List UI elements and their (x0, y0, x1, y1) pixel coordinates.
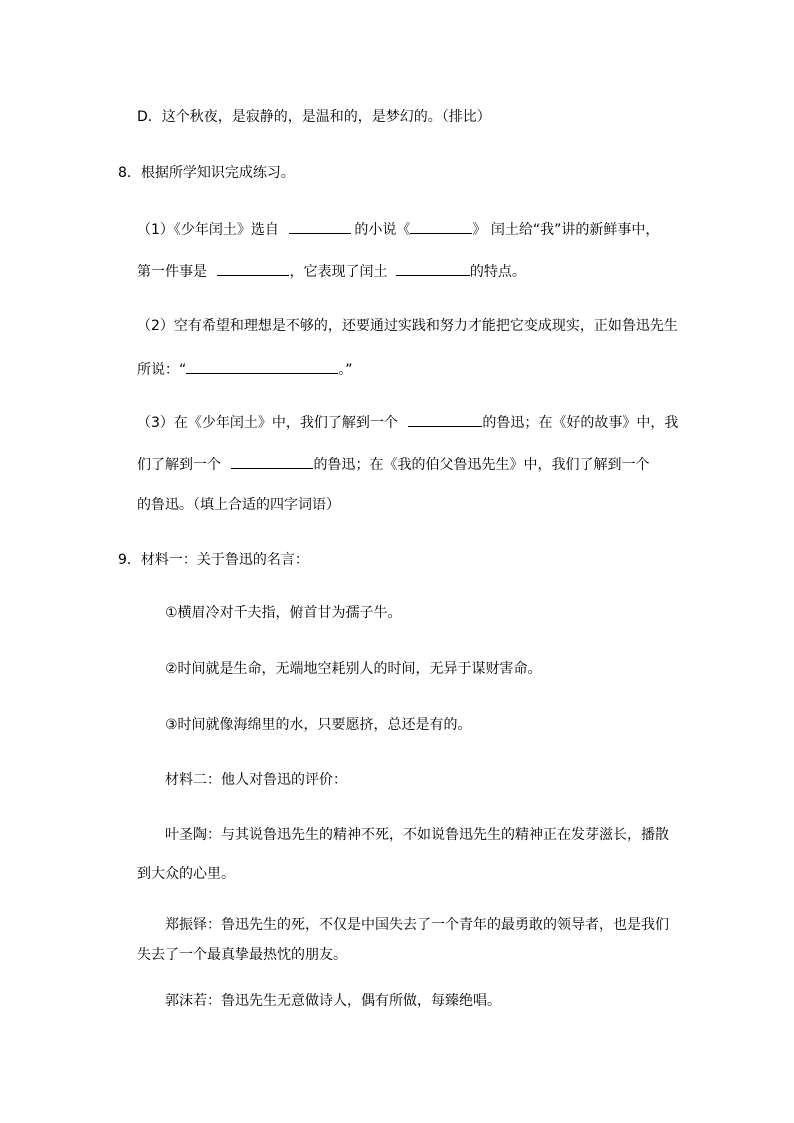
q9-material2-heading: 材料二：他人对鲁迅的评价： (165, 772, 347, 788)
q8-blank-author[interactable] (289, 219, 351, 234)
q9-ye-line2: 到大众的心里。 (137, 866, 235, 882)
q8-p2-text-a: 所说：“ (137, 362, 187, 378)
q9-quote-3: ③时间就像海绵里的水，只要愿挤，总还是有的。 (165, 717, 472, 733)
q9-quote-1: ①横眉冷对千夫指，俯首甘为孺子牛。 (165, 605, 402, 621)
q8-p2-line1: （2）空有希望和理想是不够的，还要通过实践和努力才能把它变成现实，正如鲁迅先生 (137, 318, 678, 334)
q8-p3-text-c: 们了解到一个 (137, 457, 221, 473)
q8-p1-text-f: 的特点。 (469, 264, 526, 280)
q8-p3-text-a: （3）在《少年闰土》中，我们了解到一个 (137, 415, 398, 431)
q8-p3-text-b: 的鲁迅；在《好的故事》中，我 (482, 415, 679, 431)
q8-p3-line3: 的鲁迅。（填上合适的四字词语） (137, 497, 340, 513)
q8-p1-text-a: （1）《少年闰土》选自 (137, 222, 279, 238)
q7-option-d: D．这个秋夜，是寂静的，是温和的，是梦幻的。（排比） (137, 109, 491, 125)
q9-zheng-line2: 失去了一个最真挚最热忱的朋友。 (137, 947, 347, 963)
q8-p3-line2 (137, 454, 649, 475)
q8-heading: 8．根据所学知识完成练习。 (118, 165, 295, 181)
q9-quote-2: ②时间就是生命，无端地空耗别人的时间，无异于谋财害命。 (165, 661, 542, 677)
q8-p2-text-b: 。” (338, 362, 353, 378)
q9-ye-line1: 叶圣陶：与其说鲁迅先生的精神不死，不如说鲁迅先生的精神正在发芽滋长，播散 (165, 827, 669, 843)
q9-zheng-line1: 郑振铎：鲁迅先生的死，不仅是中国失去了一个青年的最勇敢的领导者，也是我们 (165, 917, 669, 933)
q9-guo-line1: 郭沫若：鲁迅先生无意做诗人，偶有所做，每臻绝唱。 (165, 993, 501, 1009)
q8-p1-text-d: 第一件事是 (137, 264, 207, 280)
q8-blank-trait[interactable] (396, 261, 470, 276)
q8-p1-line2 (137, 261, 526, 282)
q8-p3-line1 (137, 412, 678, 433)
q8-p1-text-b: 的小说《 (354, 222, 411, 238)
q8-blank-novel[interactable] (410, 219, 472, 234)
q8-p1-text-c: 》 闰土给“我”讲的新鲜事中， (472, 222, 660, 238)
q8-p3-text-d: 的鲁迅；在《我的伯父鲁迅先生》中，我们了解到一个 (313, 457, 650, 473)
q8-p2-line2 (137, 359, 353, 380)
q8-blank-luxun-2[interactable] (231, 454, 313, 469)
q8-blank-first-story[interactable] (217, 261, 289, 276)
q8-blank-quote[interactable] (186, 359, 338, 374)
q8-p1-line1 (137, 219, 659, 240)
q8-p1-text-e: ，它表现了闰土 (289, 264, 388, 280)
q9-heading: 9．材料一：关于鲁迅的名言： (118, 552, 309, 568)
q8-blank-luxun-1[interactable] (408, 412, 482, 427)
